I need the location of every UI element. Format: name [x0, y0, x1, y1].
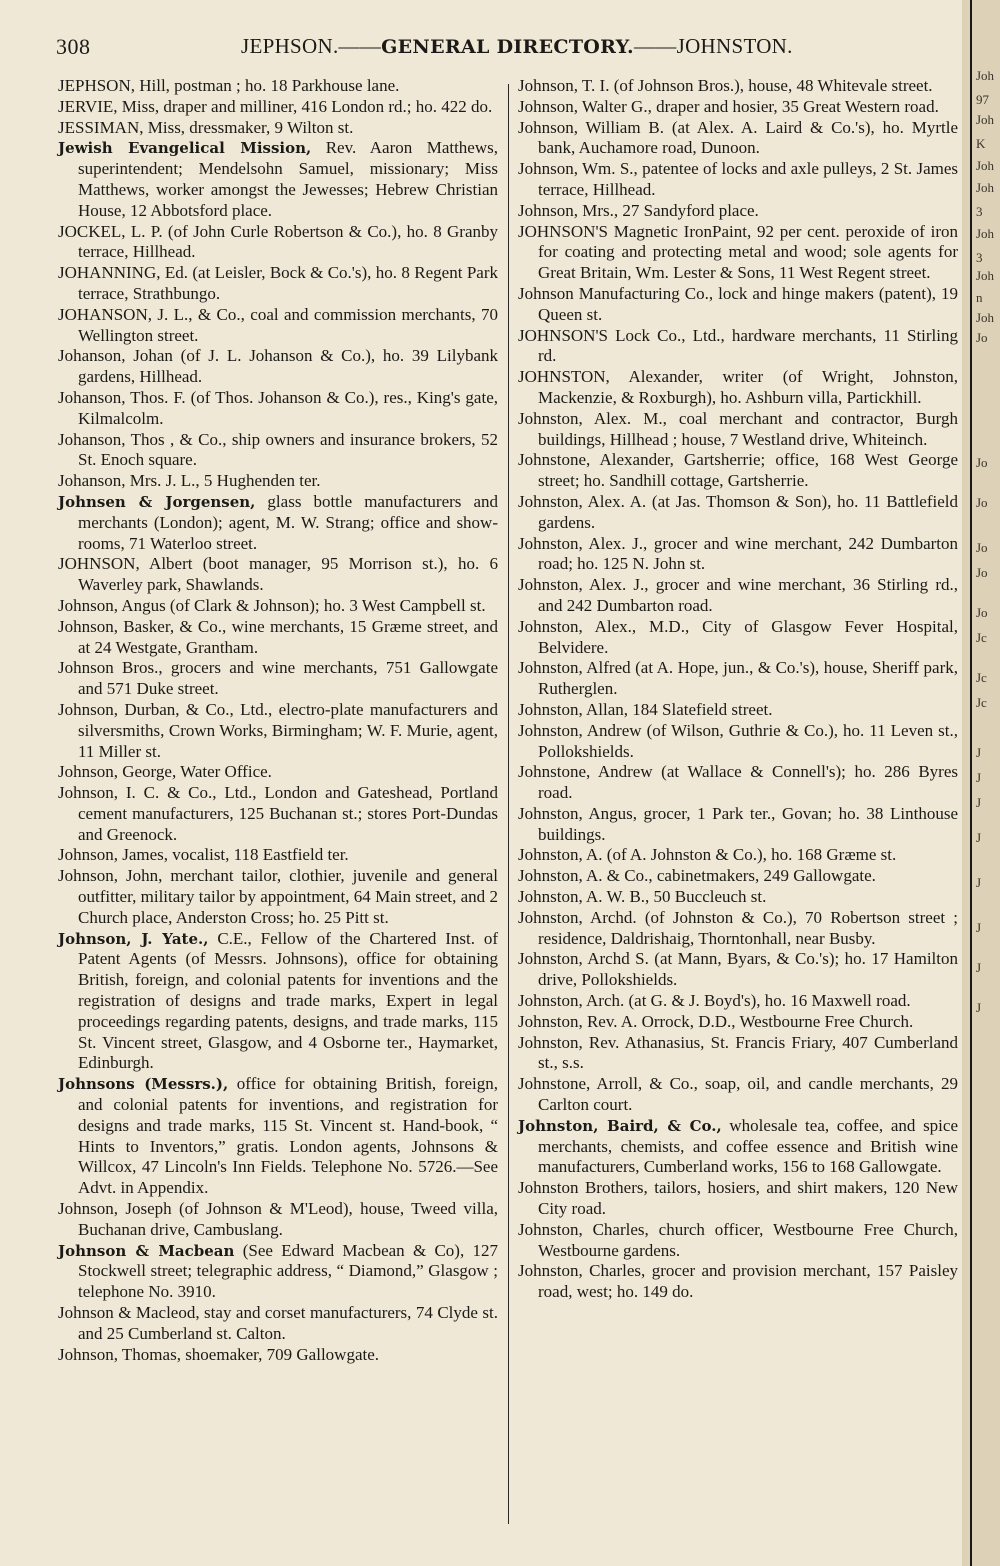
- directory-entry: [518, 1220, 958, 1262]
- entry-text: JOHNSTON, Alexander, writer (of Wright, Johnston, Mackenzie, & Roxburgh), ho. Ashburn villa, Partickhill.: [518, 367, 958, 407]
- directory-entry: [58, 554, 498, 596]
- entry-text: JERVIE, Miss, draper and milliner, 416 London rd.; ho. 422 do.: [58, 96, 493, 116]
- right-column: [518, 76, 958, 1303]
- entry-text: Johnston, Angus, grocer, 1 Park ter., Govan; ho. 38 Linthouse buildings.: [518, 803, 958, 844]
- entry-text: JOHNSON'S Magnetic IronPaint, 92 per cent. peroxide of iron for coating and protecting metal and wood; sole agents for Great Britain, Wm. Lester & Sons, 11 West Regent street.: [518, 221, 958, 283]
- entry-text: Johnston, Alex. M., coal merchant and contractor, Burgh buildings, Hillhead ; house, 7 Westland drive, Whiteinch.: [518, 408, 958, 449]
- entry-name: Johnston, Baird, & Co.,: [518, 1116, 722, 1135]
- entry-text: Johnson, Joseph (of Johnson & M'Leod), house, Tweed villa, Buchanan drive, Cambuslang.: [58, 1199, 498, 1239]
- entry-text: Johnston, Rev. A. Orrock, D.D., Westbourne Free Church.: [518, 1011, 914, 1031]
- directory-entry: [518, 908, 958, 950]
- directory-entry: [58, 1074, 498, 1199]
- page-number: 308: [56, 34, 91, 59]
- entry-name: Johnson & Macbean: [58, 1241, 235, 1260]
- directory-entry: [58, 700, 498, 762]
- entry-text: Johnson, Walter G., draper and hosier, 35 Great Western road.: [518, 96, 939, 116]
- gutter-fragment: Joh: [976, 310, 995, 325]
- gutter-fragment: 3: [976, 250, 983, 265]
- directory-entry: [518, 762, 958, 804]
- directory-entry: [58, 492, 498, 554]
- gutter-fragment: Jo: [976, 605, 988, 620]
- directory-entry: [518, 1074, 958, 1116]
- directory-entry: [518, 118, 958, 160]
- directory-entry: [518, 1012, 958, 1033]
- directory-entry: [518, 222, 958, 284]
- directory-entry: [518, 1116, 958, 1178]
- directory-entry: [518, 450, 958, 492]
- gutter-fragment: J: [976, 770, 982, 785]
- entry-text: Johnston, A. W. B., 50 Buccleuch st.: [518, 887, 767, 907]
- entry-text: Johnston, Archd. (of Johnston & Co.), 70 Robertson street ; residence, Daldrishaig, Thorntonhall, near Busby.: [518, 907, 958, 948]
- entry-text: JEPHSON, Hill, postman ; ho. 18 Parkhouse lane.: [58, 76, 400, 95]
- gutter-fragment: J: [976, 920, 982, 935]
- gutter-fragment: J: [976, 830, 982, 845]
- entry-text: JOHNSON'S Lock Co., Ltd., hardware merchants, 11 Stirling rd.: [518, 325, 958, 366]
- directory-entry: [58, 845, 498, 866]
- entry-text: Johnston, A. & Co., cabinetmakers, 249 Gallowgate.: [518, 866, 876, 886]
- gutter-fragment: 3: [976, 204, 983, 219]
- directory-entry: [518, 326, 958, 368]
- entry-text: Johnston Brothers, tailors, hosiers, and shirt makers, 120 New City road.: [518, 1178, 958, 1219]
- entry-text: Johanson, Thos. F. (of Thos. Johanson & Co.), res., King's gate, Kilmalcolm.: [58, 387, 498, 428]
- entry-name: Jewish Evangelical Mission,: [58, 139, 312, 158]
- entry-text: (See Edward Macbean & Co), 127 Stockwell street; telegraphic address, “ Diamond,” Glasgow ; telephone No. 3910.: [78, 1240, 498, 1302]
- entry-text: Johnson, Angus (of Clark & Johnson); ho. 3 West Campbell st.: [58, 595, 486, 615]
- directory-entry: [58, 617, 498, 659]
- directory-entry: [518, 700, 958, 721]
- directory-entry: [518, 534, 958, 576]
- directory-entry: [58, 658, 498, 700]
- entry-text: Johnstone, Arroll, & Co., soap, oil, and candle merchants, 29 Carlton court.: [518, 1074, 958, 1115]
- gutter-fragment: Joh: [976, 68, 995, 83]
- directory-entry: [58, 222, 498, 264]
- column-divider: [508, 84, 509, 1524]
- entry-text: Johnson Bros., grocers and wine merchants, 751 Gallowgate and 571 Duke street.: [58, 658, 498, 699]
- entry-text: Johnston, Arch. (at G. & J. Boyd's), ho. 16 Maxwell road.: [518, 991, 911, 1011]
- entry-text: Rev. Aaron Matthews, superintendent; Mendelsohn Samuel, missionary; Miss Matthews, worker amongst the Jewesses; Hebrew Christian House, 12 Abbotsford place.: [78, 138, 498, 220]
- directory-entry: [58, 305, 498, 347]
- directory-entry: [518, 1261, 958, 1303]
- directory-entry: [58, 430, 498, 472]
- directory-entry: [58, 76, 498, 97]
- entry-text: Johnston, Alex., M.D., City of Glasgow Fever Hospital, Belvidere.: [518, 616, 958, 657]
- entry-text: Johanson, Thos , & Co., ship owners and insurance brokers, 52 St. Enoch square.: [58, 429, 498, 470]
- gutter-rule: [970, 0, 972, 1566]
- directory-entry: [58, 1241, 498, 1303]
- directory-entry: [58, 138, 498, 221]
- left-column: [58, 76, 498, 1365]
- entry-text: Johnston, Andrew (of Wilson, Guthrie & Co.), ho. 11 Leven st., Pollokshields.: [518, 720, 958, 761]
- gutter-fragment: Jc: [976, 670, 987, 685]
- page-header: [56, 34, 956, 68]
- directory-entry: [518, 492, 958, 534]
- gutter-fragment: Jo: [976, 540, 988, 555]
- entry-text: JESSIMAN, Miss, dressmaker, 9 Wilton st.: [58, 117, 354, 137]
- directory-entry: [58, 97, 498, 118]
- directory-entry: [58, 388, 498, 430]
- entry-text: Johnston, Alfred (at A. Hope, jun., & Co.'s), house, Sheriff park, Rutherglen.: [518, 658, 958, 699]
- entry-text: Johnston, Archd S. (at Mann, Byars, & Co.'s); ho. 17 Hamilton drive, Pollokshields.: [518, 949, 958, 990]
- directory-entry: [518, 1033, 958, 1075]
- entry-text: Johnston, Alex. J., grocer and wine merchant, 242 Dumbarton road; ho. 125 N. John st.: [518, 533, 958, 574]
- directory-entry: [58, 929, 498, 1075]
- entry-text: JOHNSON, Albert (boot manager, 95 Morrison st.), ho. 6 Waverley park, Shawlands.: [58, 554, 498, 595]
- directory-entry: [518, 159, 958, 201]
- gutter-fragment: J: [976, 795, 982, 810]
- entry-text: Johnson, Basker, & Co., wine merchants, 15 Græme street, and at 24 Westgate, Grantham.: [58, 616, 498, 657]
- entry-text: Johnson, James, vocalist, 118 Eastfield ter.: [58, 845, 349, 865]
- entry-name: Johnsen & Jorgensen,: [58, 492, 256, 511]
- entry-text: glass bottle manufacturers and merchants (London); agent, M. W. Strang; office and show-rooms, 71 Waterloo street.: [78, 491, 498, 553]
- entry-text: Johnstone, Andrew (at Wallace & Connell's); ho. 286 Byres road.: [518, 762, 958, 803]
- directory-entry: [518, 617, 958, 659]
- entry-text: Johnson, John, merchant tailor, clothier, juvenile and general outfitter, military tailor by appointment, 64 Main street, and 2 Church place, Anderston Cross; ho. 25 Pitt st.: [58, 866, 498, 927]
- entry-text: Johnson, Durban, & Co., Ltd., electro-plate manufacturers and silversmiths, Crown Works, Birmingham; W. F. Murie, agent, 11 Miller st.: [58, 699, 498, 761]
- entry-text: Johnston, Rev. Athanasius, St. Francis Friary, 407 Cumberland st., s.s.: [518, 1032, 958, 1073]
- entry-text: JOCKEL, L. P. (of John Curle Robertson & Co.), ho. 8 Granby terrace, Hillhead.: [58, 221, 498, 262]
- directory-entry: [518, 991, 958, 1012]
- directory-entry: [518, 1178, 958, 1220]
- gutter-fragment: J: [976, 1000, 982, 1015]
- entry-text: Johnston, Alex. A. (at Jas. Thomson & Son), ho. 11 Battlefield gardens.: [518, 491, 958, 532]
- gutter-fragment: Jo: [976, 565, 988, 580]
- directory-entry: [58, 1199, 498, 1241]
- gutter-fragment: Joh: [976, 158, 995, 173]
- entry-text: Johnson & Macleod, stay and corset manufacturers, 74 Clyde st. and 25 Cumberland st. Calton.: [58, 1303, 498, 1343]
- directory-entry: [58, 118, 498, 139]
- gutter-fragment: K: [976, 136, 986, 151]
- directory-entry: [518, 97, 958, 118]
- running-head-left: JEPHSON.: [241, 34, 339, 58]
- entry-text: Johnston, A. (of A. Johnston & Co.), ho. 168 Græme st.: [518, 845, 897, 865]
- running-head-center: GENERAL DIRECTORY.: [381, 36, 634, 58]
- gutter-fragment: Jo: [976, 455, 988, 470]
- entry-text: C.E., Fellow of the Chartered Inst. of Patent Agents (of Messrs. Johnsons), office for obtaining British, foreign, and colonial patents for inventions and the registration of designs and trade marks, Expert in legal proceedings regarding patents, designs, and trade marks, 115 St. Vincent street, Glasgow, and 4 Osborne ter., Haymarket, Edinburgh.: [78, 928, 498, 1073]
- entry-text: Johnston, Charles, church officer, Westbourne Free Church, Westbourne gardens.: [518, 1219, 958, 1260]
- directory-entry: [518, 76, 958, 97]
- directory-entry: [518, 866, 958, 887]
- directory-entry: [58, 762, 498, 783]
- running-head: JEPHSON.——GENERAL DIRECTORY.——JOHNSTON.: [241, 34, 793, 58]
- gutter-fragment: Joh: [976, 268, 995, 283]
- directory-entry: [58, 263, 498, 305]
- gutter-fragment: J: [976, 745, 982, 760]
- directory-entry: [518, 721, 958, 763]
- directory-entry: [58, 1303, 498, 1345]
- gutter-fragment: Joh: [976, 226, 995, 241]
- entry-text: Johnson, William B. (at Alex. A. Laird & Co.'s), ho. Myrtle bank, Auchamore road, Dunoon.: [518, 117, 958, 158]
- directory-entry: [518, 845, 958, 866]
- gutter-fragment: 97: [976, 92, 989, 107]
- entry-name: Johnson, J. Yate.,: [58, 929, 209, 948]
- directory-entry: [58, 346, 498, 388]
- directory-entry: [518, 575, 958, 617]
- entry-text: Johnston, Alex. J., grocer and wine merchant, 36 Stirling rd., and 242 Dumbarton road.: [518, 575, 958, 615]
- gutter-fragment: J: [976, 960, 982, 975]
- directory-entry: [58, 1345, 498, 1366]
- entry-text: JOHANSON, J. L., & Co., coal and commission merchants, 70 Wellington street.: [58, 304, 498, 345]
- entry-text: wholesale tea, coffee, and spice merchants, chemists, and coffee essence and British wine manufacturers, Cumberland works, 156 to 168 Gallowgate.: [538, 1115, 958, 1177]
- entry-text: Johanson, Mrs. J. L., 5 Hughenden ter.: [58, 471, 321, 491]
- gutter-fragment: J: [976, 875, 982, 890]
- entry-text: Johnston, Charles, grocer and provision merchant, 157 Paisley road, west; ho. 149 do.: [518, 1261, 958, 1302]
- entry-text: Johnson Manufacturing Co., lock and hinge makers (patent), 19 Queen st.: [518, 283, 958, 324]
- directory-entry: [518, 658, 958, 700]
- directory-entry: [518, 804, 958, 846]
- entry-text: Johnstone, Alexander, Gartsherrie; office, 168 West George street; ho. Sandhill cottage, Gartsherrie.: [518, 450, 958, 491]
- directory-entry: [518, 367, 958, 409]
- gutter-fragment: Joh: [976, 112, 995, 127]
- directory-entry: [518, 201, 958, 222]
- directory-entry: [58, 783, 498, 845]
- gutter-fragment: n: [976, 290, 983, 305]
- entry-text: Johnson, T. I. (of Johnson Bros.), house, 48 Whitevale street.: [518, 76, 933, 95]
- entry-text: office for obtaining British, foreign, and colonial patents for inventions, and registration for designs and trade marks, 115 St. Vincent st. Hand-book, “ Hints to Inventors,” gratis. London agents, Johnsons & Willcox, 47 Lincoln's Inn Fields. Telephone No. 5726.—See Advt. in Appendix.: [78, 1074, 498, 1198]
- entry-text: Johnston, Allan, 184 Slatefield street.: [518, 699, 773, 719]
- entry-text: Johnson, Thomas, shoemaker, 709 Gallowgate.: [58, 1344, 380, 1364]
- entry-text: Johnson, George, Water Office.: [58, 762, 272, 782]
- gutter-fragment: Jo: [976, 330, 988, 345]
- gutter-fragment: Jc: [976, 630, 987, 645]
- running-head-right: JOHNSTON.: [676, 34, 793, 58]
- gutter-fragment: Joh: [976, 180, 995, 195]
- directory-entry: [58, 866, 498, 928]
- entry-text: Johanson, Johan (of J. L. Johanson & Co.), ho. 39 Lilybank gardens, Hillhead.: [58, 346, 498, 387]
- entry-name: Johnsons (Messrs.),: [58, 1075, 229, 1094]
- directory-entry: [518, 887, 958, 908]
- entry-text: Johnson, Mrs., 27 Sandyford place.: [518, 200, 759, 220]
- adjacent-page-edge: [962, 0, 1000, 1566]
- directory-entry: [518, 284, 958, 326]
- directory-entry: [58, 596, 498, 617]
- gutter-fragment: Jc: [976, 695, 987, 710]
- entry-text: Johnson, I. C. & Co., Ltd., London and Gateshead, Portland cement manufacturers, 125 Buchanan st.; stores Port-Dundas and Greenock.: [58, 783, 498, 844]
- directory-entry: [518, 409, 958, 451]
- entry-text: JOHANNING, Ed. (at Leisler, Bock & Co.'s), ho. 8 Regent Park terrace, Strathbungo.: [58, 263, 498, 303]
- entry-text: Johnson, Wm. S., patentee of locks and axle pulleys, 2 St. James terrace, Hillhead.: [518, 159, 958, 199]
- gutter-fragment: Jo: [976, 495, 988, 510]
- directory-entry: [518, 949, 958, 991]
- directory-entry: [58, 471, 498, 492]
